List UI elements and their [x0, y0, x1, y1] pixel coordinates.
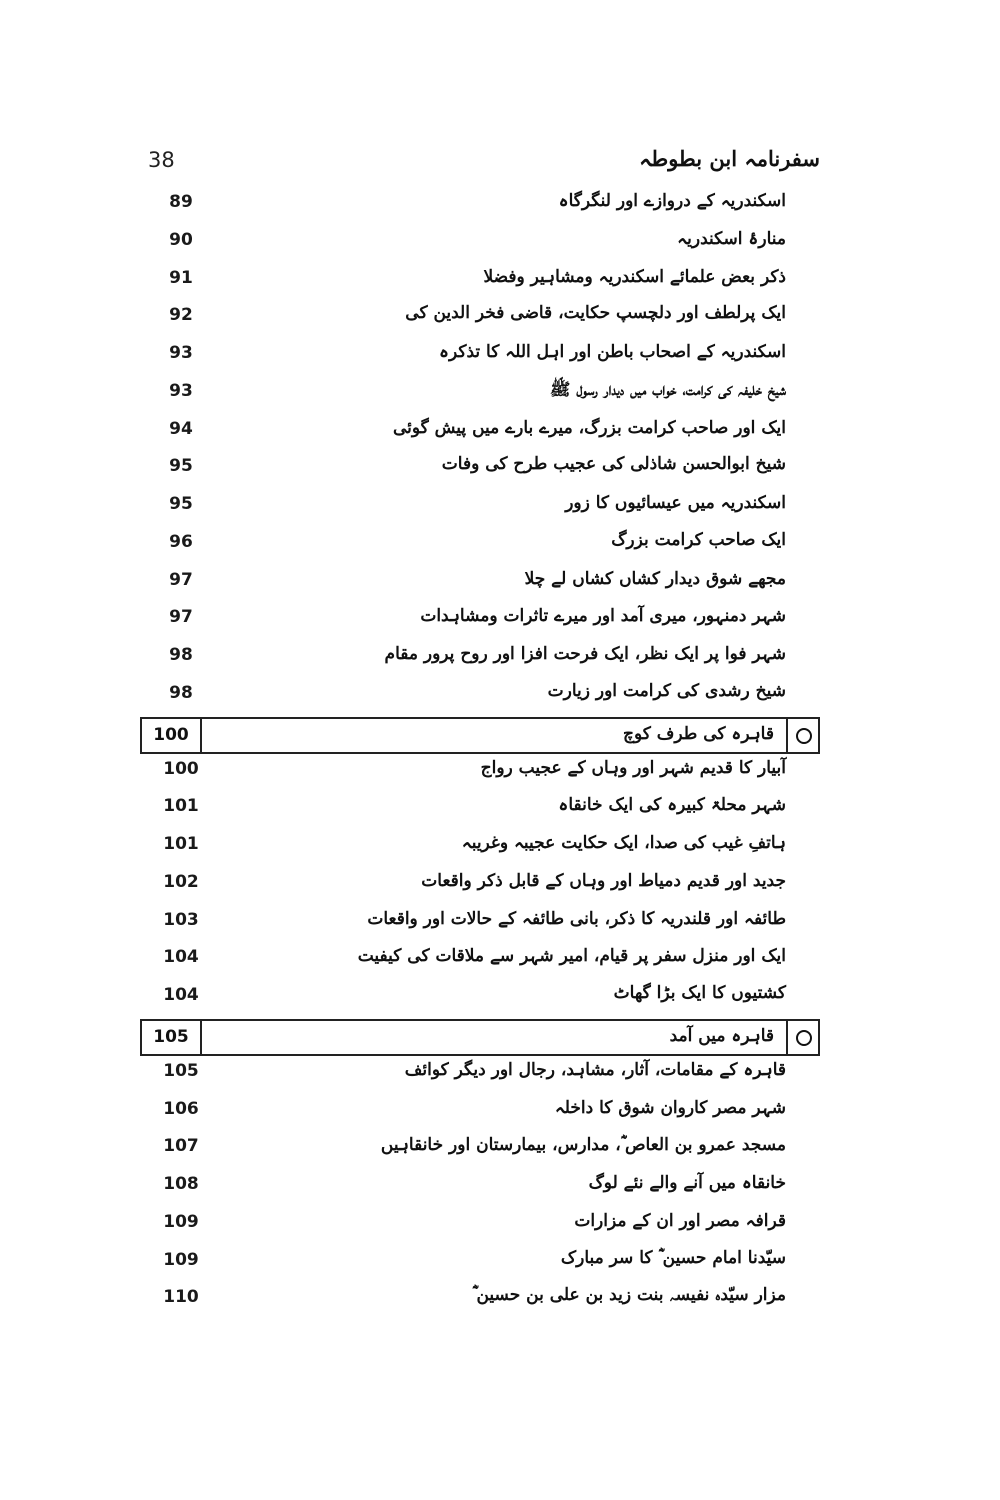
chapter-page-number: 105	[142, 1021, 202, 1054]
entry-page-number: 95	[169, 456, 193, 477]
entry-page-number: 110	[163, 1287, 199, 1308]
entry-title: طائفہ اور قلندریہ کا ذکر، بانی طائفہ کے حالات اور واقعات	[367, 908, 786, 929]
entry-page-number: 105	[163, 1060, 199, 1081]
entry-title: ایک پرلطف اور دلچسپ حکایت، قاضی فخر الدین کی	[405, 303, 786, 324]
entry-page-number: 108	[163, 1174, 199, 1194]
entry-page-number: 98	[169, 645, 193, 665]
entry-title: منارۂ اسکندریہ	[677, 228, 786, 249]
entry-page-number: 101	[163, 834, 199, 854]
entry-page-number: 95	[169, 494, 193, 514]
toc-entry	[140, 1170, 820, 1208]
chapter-title: قاہرہ کی طرف کوچ	[622, 723, 774, 744]
toc-entry	[140, 603, 820, 641]
toc-entry	[140, 679, 820, 717]
entry-page-number: 93	[169, 343, 193, 363]
entry-title: مجھے شوق دیدار کشاں کشاں لے چلا	[524, 568, 786, 589]
entry-title: ایک اور منزل سفر پر قیام، امیر شہر سے ملاقات کی کیفیت	[357, 946, 786, 967]
toc-entry	[140, 188, 820, 226]
entry-title: ایک اور صاحب کرامت بزرگ، میرے بارے میں پیش گوئی	[392, 417, 786, 438]
chapter-heading-row	[140, 1019, 820, 1056]
toc-entry	[140, 755, 820, 793]
entry-title: کشتیوں کا ایک بڑا گھاٹ	[613, 983, 786, 1003]
chapter-marker-cell	[786, 719, 818, 752]
toc-entry	[140, 566, 820, 604]
entry-title: شہر فوا پر ایک نظر، ایک فرحت افزا اور روح پرور مقام	[384, 644, 786, 664]
entry-page-number: 106	[163, 1098, 199, 1119]
entry-page-number: 109	[163, 1211, 199, 1232]
entry-page-number: 91	[169, 267, 193, 288]
toc-entry	[140, 830, 820, 868]
entry-title: اسکندریہ کے اصحاب باطن اور اہل اللہ کا تذکرہ	[439, 342, 786, 362]
page-number: 38	[148, 148, 175, 172]
toc-entry	[140, 415, 820, 453]
entry-page-number: 101	[163, 796, 199, 817]
entry-title: شہر دمنہور، میری آمد اور میرے تاثرات ومشاہدات	[420, 606, 786, 627]
entry-page-number: 98	[169, 682, 193, 703]
entry-title: ذکر بعض علمائے اسکندریہ ومشاہیر وفضلا	[483, 266, 786, 287]
entry-title: مزار سیّدہ نفیسہ بنت زید بن علی بن حسین ؓ	[472, 1285, 786, 1306]
toc-entry	[140, 1246, 820, 1284]
toc-entry	[140, 226, 820, 264]
chapter-page-number: 100	[142, 719, 202, 752]
toc-entry	[140, 1095, 820, 1133]
toc-entry	[140, 301, 820, 339]
toc-entry	[140, 1208, 820, 1246]
toc-entry	[140, 452, 820, 490]
entry-title: شیخ رشدی کی کرامت اور زیارت	[547, 680, 786, 701]
entry-title: اسکندریہ کے دروازے اور لنگرگاہ	[558, 191, 786, 211]
entry-title: قاہرہ کے مقامات، آثار، مشاہد، رجال اور دیگر کوائف	[404, 1059, 786, 1080]
entry-page-number: 94	[169, 418, 193, 439]
entry-page-number: 90	[169, 229, 193, 250]
entry-title: اسکندریہ میں عیسائیوں کا زور	[565, 493, 786, 513]
toc-entry	[140, 943, 820, 981]
toc-entry	[140, 641, 820, 679]
entry-title: قرافہ مصر اور ان کے مزارات	[574, 1210, 786, 1231]
book-title: سفرنامہ ابن بطوطہ	[639, 146, 820, 171]
toc-entry	[140, 868, 820, 906]
entry-title: شیخ ابوالحسن شاذلی کی عجیب طرح کی وفات	[441, 454, 786, 475]
toc-entry	[140, 339, 820, 377]
entry-page-number: 109	[163, 1249, 199, 1270]
entry-title: خانقاہ میں آنے والے نئے لوگ	[588, 1173, 786, 1193]
entry-title: سیّدنا امام حسین ؓ کا سر مبارک	[560, 1247, 786, 1268]
chapter-marker-cell	[786, 1021, 818, 1054]
entry-page-number: 97	[169, 607, 193, 628]
toc-entry	[140, 906, 820, 944]
entry-page-number: 93	[169, 380, 193, 401]
circle-bullet-icon	[796, 728, 812, 744]
entry-title: آبیار کا قدیم شہر اور وہاں کے عجیب رواج	[480, 757, 786, 778]
entry-page-number: 97	[169, 569, 193, 590]
entry-page-number: 100	[163, 758, 199, 779]
toc-entry	[140, 792, 820, 830]
entry-page-number: 96	[169, 531, 193, 552]
toc-entry	[140, 264, 820, 302]
entry-title: شیخ خلیفہ کی کرامت، خواب میں دیدار رسول ﷺ	[549, 379, 786, 400]
entry-page-number: 89	[169, 192, 193, 212]
entry-page-number: 104	[163, 985, 199, 1005]
entry-title: جدید اور قدیم دمیاط اور وہاں کے قابل ذکر واقعات	[421, 870, 786, 891]
toc-entry	[140, 377, 820, 415]
table-of-contents	[140, 188, 820, 1321]
entry-title: مسجد عمرو بن العاص ؓ، مدارس، بیمارستان اور خانقاہیں	[380, 1135, 786, 1156]
entry-title: شہر مصر کاروان شوق کا داخلہ	[554, 1097, 786, 1118]
page-header	[140, 146, 820, 182]
entry-page-number: 104	[163, 947, 199, 968]
toc-entry	[140, 1132, 820, 1170]
toc-entry	[140, 981, 820, 1019]
chapter-heading-row	[140, 717, 820, 754]
entry-page-number: 92	[169, 305, 193, 326]
toc-entry	[140, 528, 820, 566]
entry-title: ایک صاحب کرامت بزرگ	[611, 529, 786, 550]
toc-entry	[140, 1057, 820, 1095]
circle-bullet-icon	[796, 1030, 812, 1046]
entry-title: شہر محلۃ کبیرہ کی ایک خانقاہ	[558, 795, 786, 816]
entry-page-number: 103	[163, 909, 199, 930]
entry-page-number: 102	[163, 871, 199, 892]
toc-entry	[140, 1283, 820, 1321]
toc-entry	[140, 490, 820, 528]
chapter-title: قاہرہ میں آمد	[669, 1025, 774, 1046]
entry-page-number: 107	[163, 1136, 199, 1157]
entry-title: ہاتفِ غیب کی صدا، ایک حکایت عجیبہ وغریبہ	[461, 833, 786, 853]
